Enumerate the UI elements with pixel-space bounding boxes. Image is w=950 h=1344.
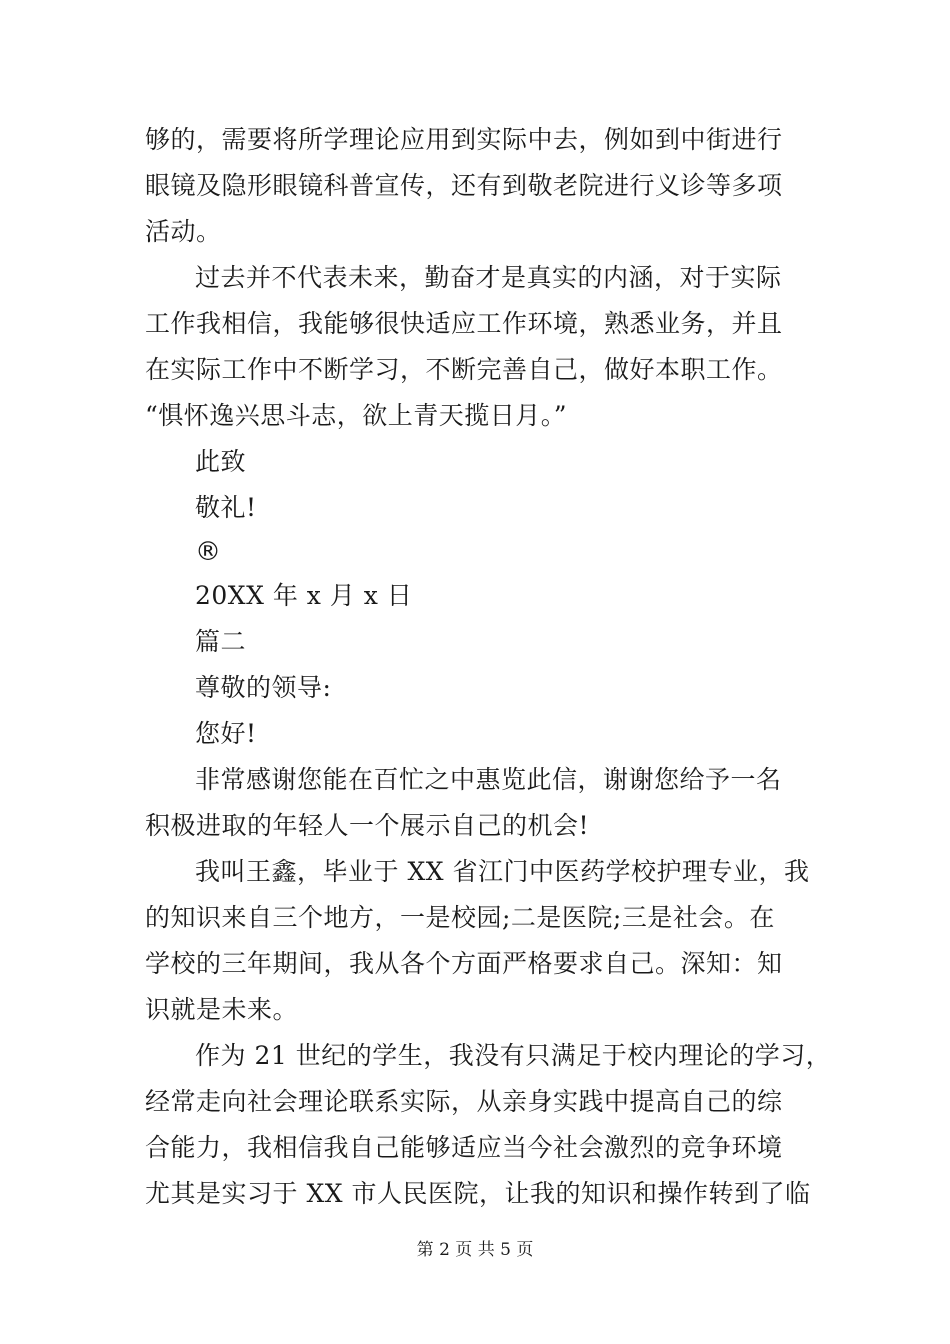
page-footer: 第 2 页 共 5 页 bbox=[416, 1240, 534, 1260]
greeting: 您好! bbox=[195, 719, 257, 748]
text-line: 作为 21 世纪的学生，我没有只满足于校内理论的学习， bbox=[195, 1041, 832, 1070]
text-line: 在实际工作中不断学习，不断完善自己，做好本职工作。 bbox=[145, 355, 783, 384]
text-line: 工作我相信，我能够很快适应工作环境，熟悉业务，并且 bbox=[145, 309, 783, 338]
text-line: 我叫王鑫，毕业于 XX 省江门中医药学校护理专业，我 bbox=[195, 857, 810, 886]
text-line: 过去并不代表未来，勤奋才是真实的内涵，对于实际 bbox=[195, 263, 782, 292]
closing-salutation: 此致 bbox=[195, 447, 247, 476]
text-line: 眼镜及隐形眼镜科普宣传，还有到敬老院进行义诊等多项 bbox=[145, 171, 783, 200]
date-line: 20XX 年 x 月 x 日 bbox=[195, 581, 413, 610]
text-line: 非常感谢您能在百忙之中惠览此信，谢谢您给予一名 bbox=[195, 765, 782, 794]
text-line: 经常走向社会理论联系实际，从亲身实践中提高自己的综 bbox=[145, 1087, 783, 1116]
text-line: 够的，需要将所学理论应用到实际中去，例如到中街进行 bbox=[145, 125, 783, 154]
text-line: 合能力，我相信我自己能够适应当今社会激烈的竞争环境 bbox=[145, 1133, 783, 1162]
text-line: 学校的三年期间，我从各个方面严格要求自己。深知：知 bbox=[145, 949, 783, 978]
text-line: “惧怀逸兴思斗志，欲上青天揽日月。” bbox=[145, 401, 568, 430]
registered-mark: ® bbox=[195, 537, 222, 567]
text-line: 尤其是实习于 XX 市人民医院，让我的知识和操作转到了临 bbox=[145, 1179, 811, 1208]
text-line: 识就是未来。 bbox=[145, 995, 299, 1024]
text-line: 的知识来自三个地方，一是校园;二是医院;三是社会。在 bbox=[145, 903, 775, 932]
section-heading: 篇二 bbox=[195, 627, 247, 656]
closing-regards: 敬礼! bbox=[195, 493, 257, 522]
text-line: 活动。 bbox=[145, 217, 222, 246]
greeting-title: 尊敬的领导: bbox=[195, 673, 332, 702]
text-line: 积极进取的年轻人一个展示自己的机会! bbox=[145, 811, 590, 840]
